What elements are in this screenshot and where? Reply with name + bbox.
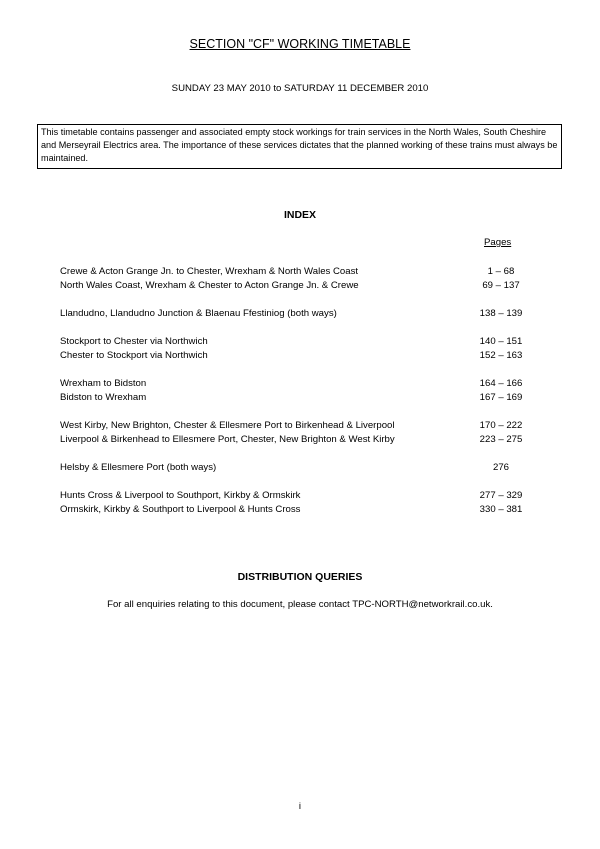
index-entry-pages: 167 – 169 bbox=[479, 392, 523, 403]
pages-column-label: Pages bbox=[484, 237, 512, 248]
page-number: i bbox=[298, 801, 302, 812]
distribution-heading: DISTRIBUTION QUERIES bbox=[237, 571, 363, 583]
index-entry-title: North Wales Coast, Wrexham & Chester to Acton Grange Jn. & Crewe bbox=[60, 280, 359, 291]
index-entry-title: Hunts Cross & Liverpool to Southport, Kirkby & Ormskirk bbox=[60, 490, 301, 501]
index-group bbox=[60, 265, 540, 293]
index-entry bbox=[60, 433, 540, 447]
index-entry bbox=[60, 391, 540, 405]
index-list bbox=[60, 265, 540, 531]
index-entry bbox=[60, 335, 540, 349]
index-entry-pages: 69 – 137 bbox=[482, 280, 520, 291]
distribution-text: For all enquiries relating to this document, please contact TPC-NORTH@networkrail.co.uk. bbox=[107, 599, 493, 610]
index-entry-title: Chester to Stockport via Northwich bbox=[60, 350, 208, 361]
index-entry bbox=[60, 349, 540, 363]
index-group bbox=[60, 461, 540, 475]
index-entry bbox=[60, 307, 540, 321]
index-entry-pages: 138 – 139 bbox=[479, 308, 523, 319]
index-group bbox=[60, 377, 540, 405]
index-entry-title: Llandudno, Llandudno Junction & Blaenau Ffestiniog (both ways) bbox=[60, 308, 337, 319]
index-entry-title: Stockport to Chester via Northwich bbox=[60, 336, 208, 347]
index-entry-title: Liverpool & Birkenhead to Ellesmere Port, Chester, New Brighton & West Kirby bbox=[60, 434, 395, 445]
index-entry-pages: 164 – 166 bbox=[479, 378, 523, 389]
timetable-dates: SUNDAY 23 MAY 2010 to SATURDAY 11 DECEMBER 2010 bbox=[171, 83, 429, 94]
index-group bbox=[60, 419, 540, 447]
index-entry-pages: 170 – 222 bbox=[479, 420, 523, 431]
index-group bbox=[60, 307, 540, 321]
notice-box: This timetable contains passenger and associated empty stock workings for train services in the North Wales, South Cheshire and Merseyrail Electrics area. The importance of these services dictates that the planned working of these trains must always be maintained. bbox=[37, 124, 562, 169]
index-entry-pages: 152 – 163 bbox=[479, 350, 523, 361]
index-group bbox=[60, 489, 540, 517]
index-entry-pages: 277 – 329 bbox=[479, 490, 523, 501]
index-entry bbox=[60, 279, 540, 293]
index-entry bbox=[60, 461, 540, 475]
index-entry-title: Ormskirk, Kirkby & Southport to Liverpool & Hunts Cross bbox=[60, 504, 301, 515]
index-heading: INDEX bbox=[283, 209, 317, 221]
index-entry bbox=[60, 489, 540, 503]
document-title: SECTION "CF" WORKING TIMETABLE bbox=[189, 37, 411, 51]
index-entry-pages: 140 – 151 bbox=[479, 336, 523, 347]
index-entry-pages: 223 – 275 bbox=[479, 434, 523, 445]
index-entry-pages: 1 – 68 bbox=[487, 266, 515, 277]
index-entry bbox=[60, 265, 540, 279]
index-entry-title: Bidston to Wrexham bbox=[60, 392, 147, 403]
index-entry-pages: 330 – 381 bbox=[479, 504, 523, 515]
index-entry-title: Helsby & Ellesmere Port (both ways) bbox=[60, 462, 217, 473]
index-entry bbox=[60, 503, 540, 517]
index-group bbox=[60, 335, 540, 363]
index-entry-title: Wrexham to Bidston bbox=[60, 378, 147, 389]
index-entry bbox=[60, 377, 540, 391]
index-entry-pages: 276 bbox=[492, 462, 509, 473]
index-entry-title: West Kirby, New Brighton, Chester & Ellesmere Port to Birkenhead & Liverpool bbox=[60, 420, 395, 431]
index-entry-title: Crewe & Acton Grange Jn. to Chester, Wrexham & North Wales Coast bbox=[60, 266, 359, 277]
index-entry bbox=[60, 419, 540, 433]
